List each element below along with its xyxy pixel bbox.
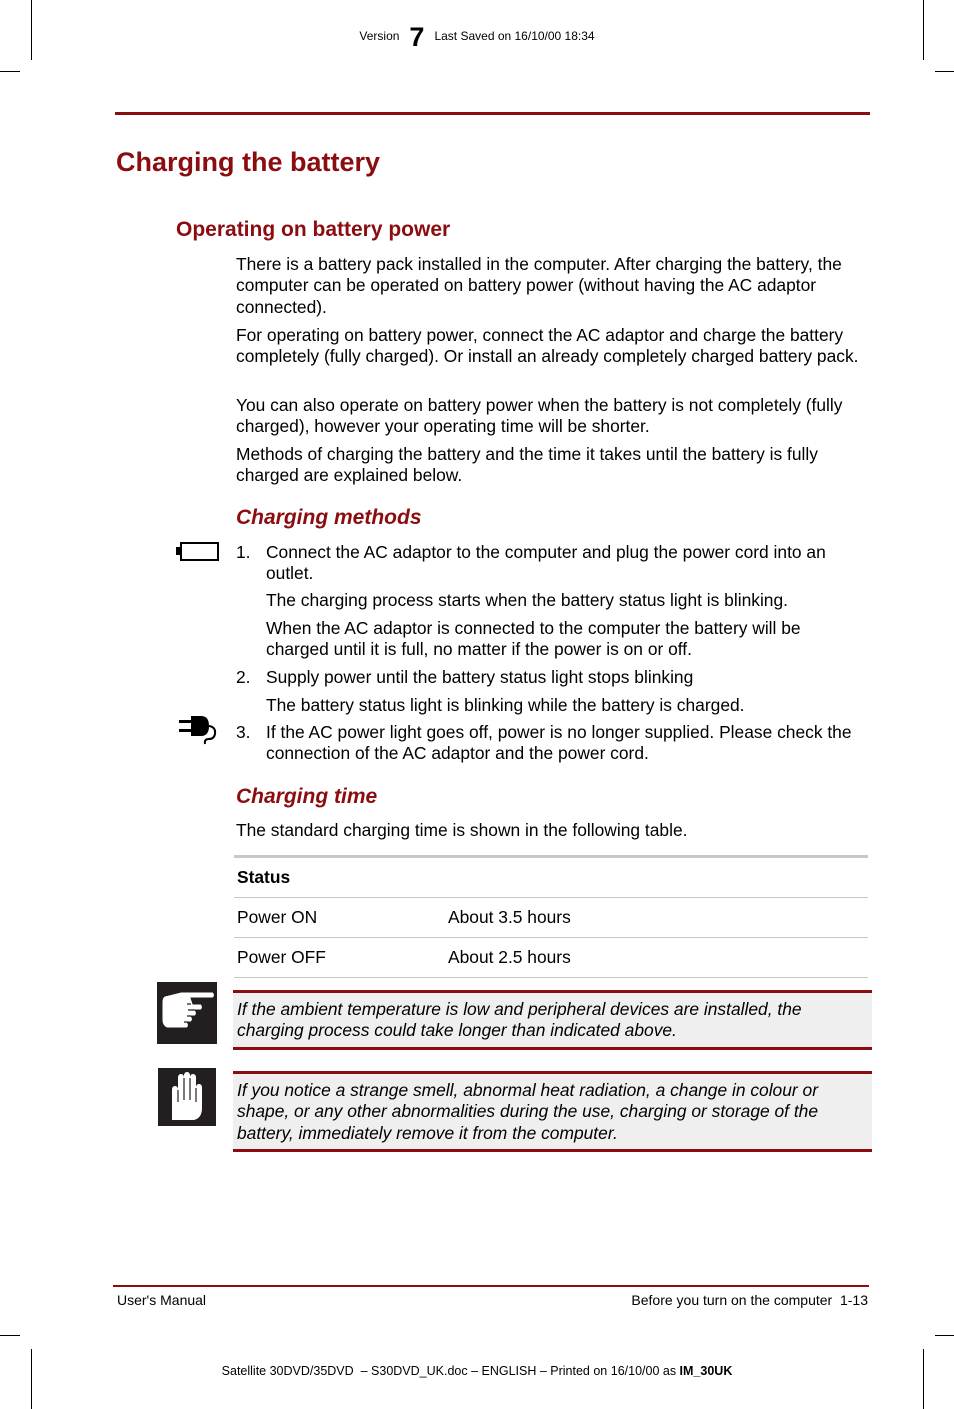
list-number: 3. bbox=[236, 722, 251, 742]
crop-mark bbox=[923, 1349, 924, 1409]
paragraph: Methods of charging the battery and the time it takes until the battery is fully charged are explained below. bbox=[236, 444, 818, 486]
crop-mark bbox=[0, 1335, 20, 1336]
caution-box bbox=[233, 1071, 872, 1152]
table-row bbox=[234, 898, 868, 938]
charging-methods-heading: Charging methods bbox=[236, 506, 422, 529]
footer-right: Before you turn on the computer 1-13 bbox=[631, 1292, 868, 1308]
footer-rule bbox=[113, 1285, 869, 1287]
power-plug-icon bbox=[179, 712, 219, 751]
version-number: 7 bbox=[409, 22, 425, 52]
paragraph: The standard charging time is shown in the following table. bbox=[236, 820, 688, 840]
table-header: Status bbox=[237, 867, 291, 887]
battery-icon bbox=[175, 541, 221, 568]
list-number: 2. bbox=[236, 667, 251, 687]
step-note: The battery status light is blinking while the battery is charged. bbox=[266, 695, 745, 715]
paragraph: There is a battery pack installed in the computer. After charging the battery, the computer can be operated on battery power (without having the AC adaptor connected). bbox=[236, 254, 842, 317]
caution-text: If you notice a strange smell, abnormal heat radiation, a change in colour or shape, or any other abnormalities during the use, charging or storage of the battery, immediately remove it from the computer. bbox=[237, 1080, 819, 1143]
crop-mark bbox=[0, 71, 20, 72]
note-text: If the ambient temperature is low and peripheral devices are installed, the charging process could take longer than indicated above. bbox=[237, 999, 802, 1041]
table-header-row bbox=[234, 857, 868, 898]
section-heading: Operating on battery power bbox=[176, 218, 451, 241]
table-cell: About 2.5 hours bbox=[448, 947, 571, 967]
list-text: Supply power until the battery status light stops blinking bbox=[266, 667, 694, 687]
table-row bbox=[234, 938, 868, 978]
crop-mark bbox=[935, 1335, 954, 1336]
step-note: The charging process starts when the battery status light is blinking. bbox=[266, 590, 788, 610]
list-text: If the AC power light goes off, power is no longer supplied. Please check the connection of the AC adaptor and the power cord. bbox=[266, 722, 852, 764]
print-line-id: IM_30UK bbox=[679, 1364, 733, 1378]
list-text: Connect the AC adaptor to the computer and plug the power cord into an outlet. bbox=[266, 542, 826, 584]
note-box bbox=[233, 990, 872, 1050]
charging-time-table bbox=[234, 855, 868, 978]
table-cell: Power OFF bbox=[237, 947, 326, 967]
version-header bbox=[0, 22, 954, 53]
print-line bbox=[0, 1364, 954, 1378]
pointing-hand-icon bbox=[157, 982, 217, 1049]
stop-hand-icon bbox=[158, 1068, 216, 1131]
charging-time-heading: Charging time bbox=[236, 785, 378, 808]
step-note: When the AC adaptor is connected to the computer the battery will be charged until it is full, no matter if the power is on or off. bbox=[266, 618, 801, 660]
print-line-text: Satellite 30DVD/35DVD – S30DVD_UK.doc – ENGLISH – Printed on 16/10/00 as bbox=[221, 1364, 680, 1378]
page-title: Charging the battery bbox=[116, 147, 381, 177]
version-label: Version bbox=[359, 29, 400, 43]
paragraph: For operating on battery power, connect the AC adaptor and charge the battery completely (fully charged). Or install an already completely charged battery pack. bbox=[236, 325, 859, 367]
table-cell: Power ON bbox=[237, 907, 318, 927]
crop-mark bbox=[31, 1349, 32, 1409]
table-cell: About 3.5 hours bbox=[448, 907, 571, 927]
list-number: 1. bbox=[236, 542, 251, 562]
top-rule bbox=[115, 112, 870, 115]
crop-mark bbox=[935, 71, 954, 72]
paragraph: You can also operate on battery power when the battery is not completely (fully charged), however your operating time will be shorter. bbox=[236, 395, 843, 437]
footer-left: User's Manual bbox=[117, 1292, 207, 1308]
last-saved: Last Saved on 16/10/00 18:34 bbox=[434, 29, 595, 43]
